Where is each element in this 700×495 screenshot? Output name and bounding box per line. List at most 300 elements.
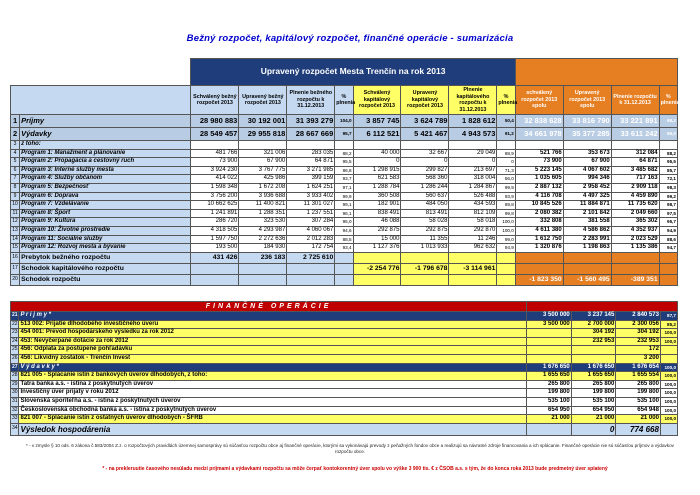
table-row: [11, 226, 678, 235]
percent-cell: [497, 252, 515, 263]
value-cell: -1 560 495: [563, 274, 611, 285]
percent-cell: [335, 252, 353, 263]
value-cell: 1 237 551: [287, 209, 335, 218]
percent-cell: [497, 141, 515, 150]
value-cell: 2 080 382: [515, 209, 563, 218]
row-label: 454 001: Prevod hospodárskeho výsledku za rok 2012: [19, 329, 527, 338]
table-row: [11, 141, 678, 150]
value-cell: 654 950: [527, 406, 572, 415]
percent-cell: 95,0: [659, 128, 677, 141]
row-number: 20: [11, 274, 20, 285]
percent-cell: 100,0: [660, 337, 677, 346]
value-cell: 11 355: [401, 235, 449, 244]
percent-cell: 88,9: [497, 149, 515, 158]
value-cell: 58 028: [401, 218, 449, 227]
table-row: [11, 175, 678, 184]
row-number: 22: [11, 320, 19, 329]
value-cell: 568 360: [401, 175, 449, 184]
value-cell: 353 673: [563, 149, 611, 158]
column-header: % plnenia: [497, 86, 515, 115]
value-cell: 1 035 605: [515, 175, 563, 184]
value-cell: [191, 263, 239, 274]
value-cell: 0: [571, 423, 616, 435]
value-cell: [353, 141, 401, 150]
percent-cell: 88,6: [659, 235, 677, 244]
percent-cell: [660, 354, 677, 363]
value-cell: 6 112 521: [353, 128, 401, 141]
percent-cell: 96,1: [335, 209, 353, 218]
value-cell: 28 667 669: [287, 128, 335, 141]
value-cell: 28 980 883: [191, 115, 239, 128]
value-cell: 67 900: [563, 158, 611, 167]
value-cell: 193 500: [191, 244, 239, 253]
value-cell: 535 100: [527, 397, 572, 406]
value-cell: 199 800: [616, 389, 661, 398]
value-cell: 10 662 625: [191, 201, 239, 210]
value-cell: 1 013 933: [401, 244, 449, 253]
fin-row: [11, 312, 678, 321]
value-cell: 11 400 821: [239, 201, 287, 210]
row-number: 32: [11, 406, 19, 415]
percent-cell: 0: [497, 158, 515, 167]
value-cell: 4 293 987: [239, 226, 287, 235]
value-cell: 2 958 452: [563, 183, 611, 192]
row-label: z toho:: [20, 141, 191, 150]
value-cell: [515, 252, 563, 263]
row-number: 8: [11, 183, 20, 192]
value-cell: [449, 252, 497, 263]
value-cell: [353, 274, 401, 285]
column-header: schválený rozpočet 2013 spolu: [515, 86, 563, 115]
row-number: 33: [11, 415, 19, 424]
row-number: 27: [11, 363, 19, 372]
row-number: 30: [11, 389, 19, 398]
percent-cell: [660, 346, 677, 355]
percent-cell: 100,0: [660, 380, 677, 389]
row-number: 5: [11, 158, 20, 167]
percent-cell: [660, 423, 677, 435]
value-cell: 654 948: [616, 406, 661, 415]
percent-cell: 95,0: [335, 218, 353, 227]
fin-title-row: [11, 302, 678, 312]
value-cell: 21 000: [571, 415, 616, 424]
value-cell: 265 800: [571, 380, 616, 389]
value-cell: 182 901: [353, 201, 401, 210]
value-cell: 1 298 915: [353, 166, 401, 175]
value-cell: [527, 346, 572, 355]
row-number: 23: [11, 329, 19, 338]
value-cell: 5 223 145: [515, 166, 563, 175]
value-cell: 2 012 283: [287, 235, 335, 244]
percent-cell: 88,2: [335, 149, 353, 158]
value-cell: 312 084: [611, 149, 659, 158]
table-row: [11, 244, 678, 253]
header-row-main: [11, 59, 678, 86]
value-cell: 286 720: [191, 218, 239, 227]
table-row: [11, 158, 678, 167]
row-number: 28: [11, 372, 19, 381]
value-cell: 33 816 790: [563, 115, 611, 128]
percent-cell: 85,7: [659, 166, 677, 175]
value-cell: 3 857 745: [353, 115, 401, 128]
value-cell: [239, 274, 287, 285]
table-row: [11, 166, 678, 175]
table-row: [11, 218, 678, 227]
value-cell: [239, 263, 287, 274]
value-cell: 73 900: [191, 158, 239, 167]
percent-cell: 95,7: [659, 218, 677, 227]
value-cell: 30 192 001: [239, 115, 287, 128]
percent-cell: 100,0: [660, 329, 677, 338]
percent-cell: 86,8: [335, 166, 353, 175]
row-label: Výsledok hospodárenia: [19, 423, 527, 435]
value-cell: [563, 263, 611, 274]
fin-row: [11, 397, 678, 406]
value-cell: 172: [616, 346, 661, 355]
row-label: Príjmy: [20, 115, 191, 128]
value-cell: [239, 141, 287, 150]
value-cell: 232 953: [571, 337, 616, 346]
value-cell: 1 241 891: [191, 209, 239, 218]
row-number: 6: [11, 166, 20, 175]
percent-cell: 100,0: [497, 226, 515, 235]
value-cell: 0: [449, 158, 497, 167]
value-cell: 1 320 876: [515, 244, 563, 253]
value-cell: 1 676 650: [527, 363, 572, 372]
value-cell: 3 933 402: [287, 192, 335, 201]
value-cell: 360 508: [353, 192, 401, 201]
value-cell: 654 950: [571, 406, 616, 415]
fin-row: [11, 372, 678, 381]
row-label: Program 3: Interné služby mesta: [20, 166, 191, 175]
value-cell: 3 237 145: [571, 312, 616, 321]
value-cell: [401, 252, 449, 263]
row-number: 34: [11, 423, 19, 435]
table-row: [11, 274, 678, 285]
value-cell: [611, 252, 659, 263]
value-cell: 2 283 991: [563, 235, 611, 244]
value-cell: 2 887 132: [515, 183, 563, 192]
value-cell: 2 725 610: [287, 252, 335, 263]
row-label: P r í j m y *: [19, 312, 527, 321]
table-row: [11, 192, 678, 201]
value-cell: 425 986: [239, 175, 287, 184]
value-cell: 4 497 325: [563, 192, 611, 201]
percent-cell: 100,0: [660, 406, 677, 415]
value-cell: 1 284 867: [449, 183, 497, 192]
table-row: [11, 149, 678, 158]
row-label: Program 10: Životné prostredie: [20, 226, 191, 235]
table-row: [11, 235, 678, 244]
value-cell: [191, 141, 239, 150]
value-cell: -389 351: [611, 274, 659, 285]
value-cell: [515, 263, 563, 274]
value-cell: 15 000: [353, 235, 401, 244]
value-cell: 32 838 628: [515, 115, 563, 128]
percent-cell: 100,0: [660, 397, 677, 406]
fin-row: [11, 329, 678, 338]
value-cell: 307 284: [287, 218, 335, 227]
value-cell: 1 655 650: [527, 372, 572, 381]
percent-cell: 85,2: [660, 320, 677, 329]
column-header: % plnenia: [335, 86, 353, 115]
value-cell: 1 288 351: [239, 209, 287, 218]
value-cell: 283 035: [287, 149, 335, 158]
row-label: Program 6: Doprava: [20, 192, 191, 201]
value-cell: 33 221 891: [611, 115, 659, 128]
row-number: 25: [11, 346, 19, 355]
value-cell: 1 828 612: [449, 115, 497, 128]
value-cell: 31 393 279: [287, 115, 335, 128]
row-number: 14: [11, 235, 20, 244]
value-cell: 3 500 000: [527, 312, 572, 321]
row-label: Program 2: Propagácia a cestovný ruch: [20, 158, 191, 167]
value-cell: 4 067 602: [563, 166, 611, 175]
fin-row: [11, 423, 678, 435]
value-cell: 11 246: [449, 235, 497, 244]
value-cell: [191, 274, 239, 285]
value-cell: 40 000: [353, 149, 401, 158]
fin-row: [11, 320, 678, 329]
value-cell: [563, 252, 611, 263]
value-cell: 3 756 200: [191, 192, 239, 201]
percent-cell: 56,0: [497, 175, 515, 184]
value-cell: [571, 354, 616, 363]
value-cell: 292 875: [401, 226, 449, 235]
percent-cell: 97,1: [335, 183, 353, 192]
table-row: [11, 183, 678, 192]
value-cell: 3 624 789: [401, 115, 449, 128]
row-label: Výdavky: [20, 128, 191, 141]
value-cell: 2 101 842: [563, 209, 611, 218]
value-cell: [353, 252, 401, 263]
value-cell: 526 488: [449, 192, 497, 201]
percent-cell: 100,0: [660, 389, 677, 398]
page-title: Bežný rozpočet, kapitálový rozpočet, finančné operácie - sumarizácia: [186, 33, 514, 44]
percent-cell: 50,4: [497, 115, 515, 128]
value-cell: [449, 274, 497, 285]
column-header: Upravený kapitálový rozpočet 2013: [401, 86, 449, 115]
percent-cell: 95,5: [335, 158, 353, 167]
value-cell: 11 735 620: [611, 201, 659, 210]
percent-cell: 98,7: [659, 201, 677, 210]
value-cell: [527, 329, 572, 338]
value-cell: 3 924 230: [191, 166, 239, 175]
percent-cell: 71,3: [497, 166, 515, 175]
row-number: 1: [11, 115, 20, 128]
row-label: Program 12: Rozvoj mesta a bývanie: [20, 244, 191, 253]
value-cell: 232 953: [616, 337, 661, 346]
column-header: Schválený kapitálový rozpočet 2013: [353, 86, 401, 115]
row-label: 513 002: Prijatie dlhodobého investičného úveru: [19, 320, 527, 329]
value-cell: 1 286 244: [401, 183, 449, 192]
percent-cell: 98,3: [659, 183, 677, 192]
value-cell: 4 586 862: [563, 226, 611, 235]
percent-cell: 94,6: [335, 226, 353, 235]
value-cell: 32 667: [401, 149, 449, 158]
percent-cell: 93,4: [335, 244, 353, 253]
row-label: Schodok kapitálového rozpočtu: [20, 263, 191, 274]
value-cell: 535 100: [616, 397, 661, 406]
value-cell: 299 827: [401, 166, 449, 175]
value-cell: 58 018: [449, 218, 497, 227]
fin-row: [11, 406, 678, 415]
column-header: Plnenie bežného rozpočtu k 31.12.2013: [287, 86, 335, 115]
value-cell: 3 271 985: [287, 166, 335, 175]
value-cell: 199 800: [571, 389, 616, 398]
value-cell: [287, 141, 335, 150]
percent-cell: 94,9: [497, 244, 515, 253]
row-label: Schodok rozpočtu: [20, 274, 191, 285]
row-label: Slovenská sporiteľňa a.s. - istina z poskytnutých úverov: [19, 397, 527, 406]
fin-row: [11, 337, 678, 346]
value-cell: -3 114 961: [449, 263, 497, 274]
percent-cell: [497, 274, 515, 285]
financial-operations-table: [10, 301, 678, 436]
percent-cell: 94,7: [659, 244, 677, 253]
percent-cell: [335, 141, 353, 150]
value-cell: 5 421 467: [401, 128, 449, 141]
value-cell: 521 766: [515, 149, 563, 158]
percent-cell: 72,1: [659, 175, 677, 184]
percent-cell: 99,9: [335, 192, 353, 201]
table-row: [11, 115, 678, 128]
value-cell: 265 800: [616, 380, 661, 389]
value-cell: 3 767 775: [239, 166, 287, 175]
value-cell: 29 955 818: [239, 128, 287, 141]
value-cell: 2 840 573: [616, 312, 661, 321]
percent-cell: [659, 274, 677, 285]
value-cell: 3 500 000: [527, 320, 572, 329]
value-cell: 813 491: [401, 209, 449, 218]
row-label: 456: Odplata za postúpené pohľadávku: [19, 346, 527, 355]
value-cell: 434 593: [449, 201, 497, 210]
value-cell: 332 808: [515, 218, 563, 227]
value-cell: 1 198 863: [563, 244, 611, 253]
value-cell: 0: [353, 158, 401, 167]
value-cell: 431 426: [191, 252, 239, 263]
percent-cell: 89,8: [497, 201, 515, 210]
value-cell: -1 823 350: [515, 274, 563, 285]
percent-cell: 99,0: [497, 235, 515, 244]
value-cell: 2 300 056: [616, 320, 661, 329]
value-cell: 29 049: [449, 149, 497, 158]
value-cell: [611, 141, 659, 150]
value-cell: [527, 354, 572, 363]
value-cell: 64 871: [611, 158, 659, 167]
value-cell: 184 930: [239, 244, 287, 253]
value-cell: 1 655 554: [616, 372, 661, 381]
percent-cell: 100,0: [660, 415, 677, 424]
value-cell: 4 459 890: [611, 192, 659, 201]
value-cell: 4 943 573: [449, 128, 497, 141]
percent-cell: [659, 141, 677, 150]
value-cell: -1 796 678: [401, 263, 449, 274]
value-cell: [515, 141, 563, 150]
header-row-columns: [11, 86, 678, 115]
value-cell: [611, 263, 659, 274]
value-cell: 3 936 688: [239, 192, 287, 201]
value-cell: 560 637: [401, 192, 449, 201]
row-number: 7: [11, 175, 20, 184]
value-cell: [449, 141, 497, 150]
row-number: 29: [11, 380, 19, 389]
value-cell: 11 301 027: [287, 201, 335, 210]
value-cell: 1 676 650: [571, 363, 616, 372]
value-cell: 1 288 784: [353, 183, 401, 192]
row-number: 17: [11, 263, 20, 274]
row-number: 4: [11, 149, 20, 158]
table-row: [11, 209, 678, 218]
value-cell: 4 060 067: [287, 226, 335, 235]
fin-row: [11, 354, 678, 363]
percent-cell: 100,0: [660, 363, 677, 372]
row-label: 456: Likvidný zostatok - Trenčín Invest: [19, 354, 527, 363]
value-cell: 962 632: [449, 244, 497, 253]
value-cell: 1 612 750: [515, 235, 563, 244]
value-cell: 236 183: [239, 252, 287, 263]
percent-cell: 93,7: [335, 175, 353, 184]
table-row: [11, 128, 678, 141]
row-label: Československá obchodná banka a.s. - istina z poskytnutých úverov: [19, 406, 527, 415]
table-row: [11, 201, 678, 210]
row-label: 821 007 - Splácanie istín z ostatných úverov dlhodobých - ŠFRB: [19, 415, 527, 424]
row-number: 3: [11, 141, 20, 150]
value-cell: 535 100: [571, 397, 616, 406]
value-cell: 304 192: [571, 329, 616, 338]
fin-row: [11, 415, 678, 424]
row-label: Program 1: Manažment a plánovanie: [20, 149, 191, 158]
value-cell: [571, 346, 616, 355]
percent-cell: 87,7: [660, 312, 677, 321]
value-cell: -2 254 776: [353, 263, 401, 274]
column-header: Plnenie kapitálového rozpočtu k 31.12.2013: [449, 86, 497, 115]
row-label: Program 5: Bezpečnosť: [20, 183, 191, 192]
percent-cell: [335, 263, 353, 274]
value-cell: [401, 141, 449, 150]
value-cell: 774 668: [616, 423, 661, 435]
value-cell: 4 611 380: [515, 226, 563, 235]
value-cell: 3 485 682: [611, 166, 659, 175]
budget-table: [10, 58, 678, 286]
value-cell: 35 377 285: [563, 128, 611, 141]
value-cell: [401, 274, 449, 285]
value-cell: 0: [401, 158, 449, 167]
table-row: [11, 252, 678, 263]
percent-cell: 91,2: [497, 128, 515, 141]
value-cell: 64 871: [287, 158, 335, 167]
value-cell: 414 022: [191, 175, 239, 184]
row-number: 11: [11, 209, 20, 218]
value-cell: 481 766: [191, 149, 239, 158]
percent-cell: 95,7: [335, 128, 353, 141]
percent-cell: 99,8: [497, 209, 515, 218]
value-cell: 21 000: [616, 415, 661, 424]
row-number: 15: [11, 244, 20, 253]
value-cell: 1 598 348: [191, 183, 239, 192]
percent-cell: 98,2: [659, 115, 677, 128]
value-cell: 2 909 118: [611, 183, 659, 192]
value-cell: 199 800: [527, 389, 572, 398]
value-cell: 994 346: [563, 175, 611, 184]
value-cell: 265 800: [527, 380, 572, 389]
value-cell: 321 006: [239, 149, 287, 158]
percent-cell: 94,9: [659, 226, 677, 235]
column-header: Upravený rozpočet 2013 spolu: [563, 86, 611, 115]
value-cell: 4 352 937: [611, 226, 659, 235]
percent-cell: 88,2: [659, 149, 677, 158]
value-cell: 2 700 000: [571, 320, 616, 329]
